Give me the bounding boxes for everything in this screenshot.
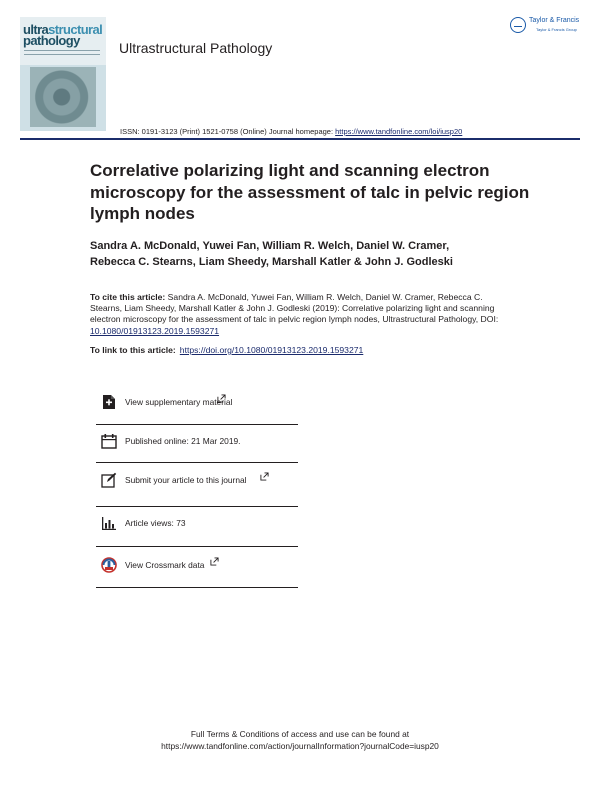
row-divider — [96, 424, 298, 425]
row-divider — [96, 506, 298, 507]
edit-icon — [101, 472, 117, 488]
article-title: Correlative polarizing light and scanning electron microscopy for the assessment of talc in pelvic region lymph nodes — [90, 161, 530, 223]
journal-name[interactable]: Ultrastructural Pathology — [119, 40, 273, 56]
footer-terms-link[interactable]: https://www.tandfonline.com/action/journalInformation?journalCode=iusp20 — [161, 740, 439, 751]
calendar-icon — [101, 433, 117, 449]
issn-text: ISSN: 0191-3123 (Print) 1521-0758 (Online) Journal homepage: — [120, 127, 336, 136]
cite-label: To cite this article: — [90, 292, 166, 302]
row-label: Published online: 21 Mar 2019. — [125, 436, 241, 446]
bar-chart-icon — [101, 515, 117, 531]
external-link-icon — [210, 557, 219, 566]
external-link-icon — [260, 472, 269, 481]
authors-line-2: Rebecca C. Stearns, Liam Sheedy, Marshall Katler & John J. Godleski — [90, 256, 453, 268]
published-date-row — [98, 431, 298, 455]
header-divider — [20, 138, 580, 140]
cover-micrograph — [30, 67, 96, 127]
article-views-row — [98, 513, 298, 537]
publisher-logo[interactable] — [510, 16, 588, 38]
supplementary-file-icon — [101, 394, 117, 410]
footer-terms — [0, 729, 600, 752]
citation-block — [90, 292, 510, 337]
cite-text: Sandra A. McDonald, Yuwei Fan, William R. Welch, Daniel W. Cramer, Rebecca C. Stearns, Liam Sheedy, Marshall Katler & John J. Godleski (2019): Correlative polarizing light and scanning electron microscopy for the assessment of talc in pelvic region lymph nodes, Ultrastructural Pathology, DOI: — [90, 292, 499, 325]
cover-text-lines — [24, 50, 100, 58]
crossmark-row[interactable] — [98, 555, 298, 579]
external-link-icon — [217, 394, 226, 403]
row-divider — [96, 462, 298, 463]
row-divider — [96, 546, 298, 547]
row-label: View supplementary material — [125, 397, 233, 407]
publisher-logo-sub: Taylor & Francis Group — [536, 27, 577, 32]
publisher-logo-name: Taylor & Francis — [529, 17, 580, 24]
crossmark-icon — [101, 557, 117, 573]
cover-title-part1: ultra — [23, 22, 49, 37]
footer-line-1: Full Terms & Conditions of access and use can be found at — [190, 729, 410, 739]
doi-link[interactable]: 10.1080/01913123.2019.1593271 — [90, 325, 220, 336]
article-url-link[interactable]: https://doi.org/10.1080/01913123.2019.1593271 — [179, 345, 364, 355]
link-label: To link to this article: — [90, 345, 176, 355]
article-authors — [90, 238, 530, 270]
cover-title-part2: structural — [48, 22, 103, 37]
issn-line — [120, 127, 462, 136]
article-link-line — [90, 345, 363, 355]
row-divider — [96, 587, 298, 588]
journal-homepage-link[interactable]: https://www.tandfonline.com/loi/iusp20 — [335, 127, 463, 136]
publisher-logo-icon — [510, 17, 526, 33]
journal-cover — [20, 17, 106, 131]
row-label: Article views: 73 — [125, 518, 186, 528]
submit-article-row[interactable] — [98, 470, 298, 494]
cover-title — [23, 24, 102, 46]
supplementary-material-row[interactable] — [98, 392, 298, 416]
authors-line-1: Sandra A. McDonald, Yuwei Fan, William R. Welch, Daniel W. Cramer, — [90, 240, 450, 252]
row-label: Submit your article to this journal — [125, 475, 247, 485]
row-label: View Crossmark data — [125, 560, 205, 570]
cover-title-part3: pathology — [23, 33, 80, 48]
